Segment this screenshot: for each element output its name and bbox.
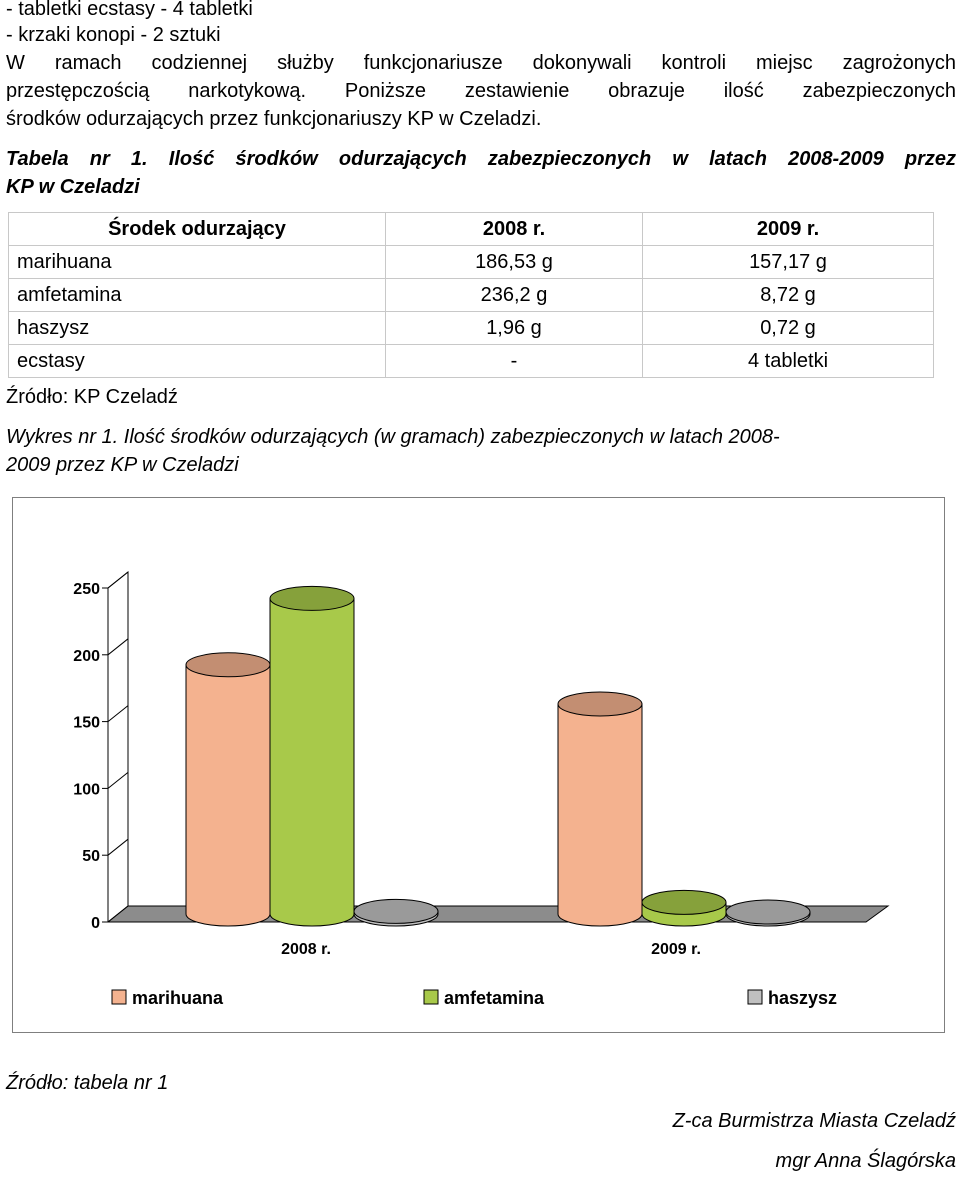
- table-cell: 186,53 g: [386, 246, 643, 279]
- legend-label: marihuana: [132, 988, 224, 1008]
- table-cell: 157,17 g: [643, 246, 934, 279]
- chart-caption-line-1: Wykres nr 1. Ilość środków odurzających (w gramach) zabezpieczonych w latach 2008-: [6, 426, 780, 448]
- table-cell: ecstasy: [9, 345, 386, 378]
- intro-line-konopie: - krzaki konopi - 2 sztuki: [6, 24, 221, 46]
- table-cell: 1,96 g: [386, 312, 643, 345]
- y-tick-diagonal: [108, 572, 128, 588]
- chart-left-wall: [108, 572, 128, 922]
- table-caption-line-2: KP w Czeladzi: [6, 176, 140, 198]
- table-source: Źródło: KP Czeladź: [6, 386, 178, 408]
- legend-swatch: [424, 990, 438, 1004]
- intro-paragraph-line-2: przestępczością narkotykową. Poniższe zestawienie obrazuje ilość zabezpieczonych: [6, 80, 956, 102]
- y-tick-diagonal: [108, 839, 128, 855]
- signature-title: Z-ca Burmistrza Miasta Czeladź: [672, 1110, 956, 1132]
- table-cell: marihuana: [9, 246, 386, 279]
- bar-top: [558, 692, 642, 716]
- table-cell: amfetamina: [9, 279, 386, 312]
- table-cell: 4 tabletki: [643, 345, 934, 378]
- bar-body: [186, 665, 270, 926]
- table-cell: 8,72 g: [643, 279, 934, 312]
- table-caption-line-1: Tabela nr 1. Ilość środków odurzających zabezpieczonych w latach 2008-2009 przez: [6, 148, 956, 170]
- intro-paragraph-line-1: W ramach codziennej służby funkcjonariusze dokonywali kontroli miejsc zagrożonych: [6, 52, 956, 74]
- table-cell: 0,72 g: [643, 312, 934, 345]
- table-header-2008: 2008 r.: [386, 213, 643, 246]
- table-header-substance: Środek odurzający: [9, 213, 386, 246]
- y-tick-diagonal: [108, 706, 128, 722]
- bar-top: [186, 653, 270, 677]
- intro-line-ecstasy: - tabletki ecstasy - 4 tabletki: [6, 0, 253, 20]
- y-tick-label: 200: [73, 647, 100, 665]
- bar-top: [726, 900, 810, 924]
- y-tick-label: 0: [91, 915, 100, 932]
- table-cell: 236,2 g: [386, 279, 643, 312]
- legend-label: haszysz: [768, 988, 838, 1008]
- x-category-label: 2009 r.: [651, 941, 701, 958]
- bar-top: [354, 899, 438, 923]
- legend-swatch: [748, 990, 762, 1004]
- bar-body: [558, 704, 642, 926]
- intro-paragraph-line-3: środków odurzających przez funkcjonariuszy KP w Czeladzi.: [6, 108, 542, 130]
- y-tick-label: 150: [73, 714, 100, 732]
- legend-label: amfetamina: [444, 988, 545, 1008]
- y-tick-label: 100: [73, 781, 100, 799]
- table-header-2009: 2009 r.: [643, 213, 934, 246]
- bar-top: [642, 890, 726, 914]
- y-tick-diagonal: [108, 772, 128, 788]
- signature-name: mgr Anna Ślagórska: [775, 1150, 956, 1172]
- bar-body: [270, 598, 354, 926]
- table-cell: haszysz: [9, 312, 386, 345]
- y-tick-label: 250: [73, 581, 100, 598]
- bar-top: [270, 586, 354, 610]
- y-tick-diagonal: [108, 639, 128, 655]
- chart-caption-line-2: 2009 przez KP w Czeladzi: [6, 454, 239, 476]
- legend-swatch: [112, 990, 126, 1004]
- table-cell: -: [386, 345, 643, 378]
- chart-source: Źródło: tabela nr 1: [6, 1072, 169, 1094]
- y-tick-label: 50: [82, 848, 100, 866]
- x-category-label: 2008 r.: [281, 941, 331, 958]
